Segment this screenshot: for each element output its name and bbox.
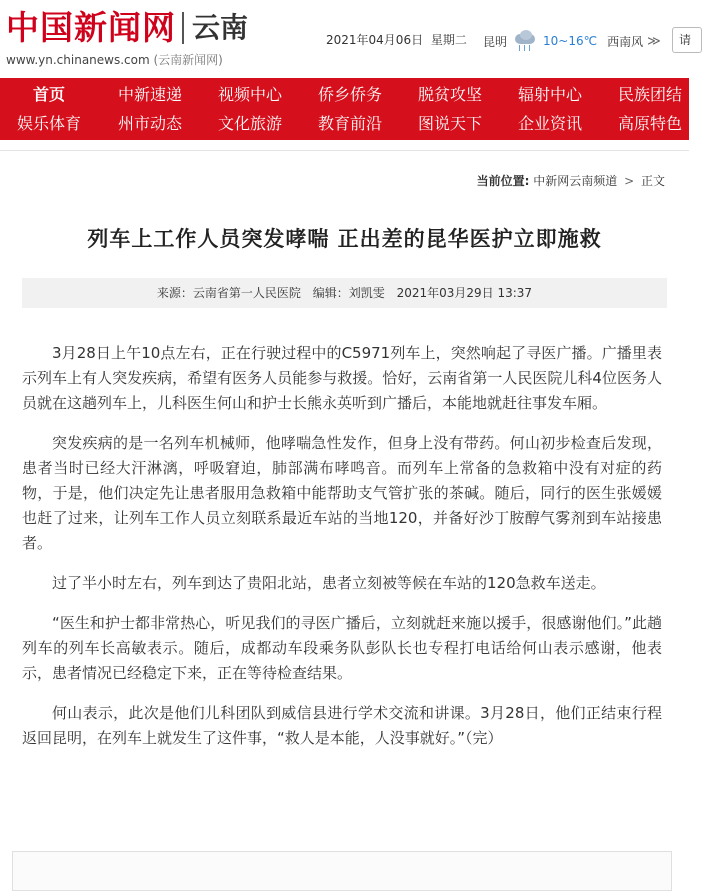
breadcrumb-separator: > bbox=[624, 174, 635, 188]
nav-item[interactable]: 教育前沿 bbox=[318, 114, 383, 133]
nav-item[interactable]: 民族团结 bbox=[618, 85, 683, 104]
current-weekday: 星期二 bbox=[430, 33, 467, 47]
site-url-text: www.yn.chinanews.com bbox=[6, 53, 150, 67]
article-meta bbox=[22, 278, 667, 308]
article-paragraph: 过了半小时左右，列车到达了贵阳北站，患者立刻被等候在车站的120急救车送走。 bbox=[52, 574, 606, 592]
logo-text: 中国新闻网 bbox=[6, 8, 176, 47]
nav-item[interactable]: 娱乐体育 bbox=[17, 114, 82, 133]
breadcrumb-link-channel[interactable]: 中新网云南频道 bbox=[533, 174, 618, 188]
nav-item[interactable]: 高原特色 bbox=[618, 114, 683, 133]
nav-item[interactable]: 视频中心 bbox=[218, 85, 283, 104]
current-date: 2021年04月06日 bbox=[326, 33, 424, 47]
nav-item[interactable]: 侨乡侨务 bbox=[318, 85, 383, 104]
nav-item[interactable]: 辐射中心 bbox=[518, 85, 583, 104]
nav-item[interactable]: 企业资讯 bbox=[518, 114, 583, 133]
nav-row-2 bbox=[0, 109, 689, 139]
article-container bbox=[0, 150, 689, 881]
nav-item[interactable]: 脱贫攻坚 bbox=[418, 85, 483, 104]
cloud-rain-icon bbox=[511, 30, 539, 52]
weather-wind: 西南风 bbox=[607, 34, 644, 49]
weather-city: 昆明 bbox=[483, 34, 508, 49]
site-header bbox=[0, 0, 692, 78]
article-datetime: 2021年03月29日 13:37 bbox=[396, 286, 533, 300]
breadcrumb-label: 当前位置: bbox=[476, 174, 530, 188]
article-paragraph: “医生和护士都非常热心，听见我们的寻医广播后，立刻就赶来施以援手，很感谢他们。”此趟列车的列车长高敏表示。随后，成都动车段乘务队彭队长也专程打电话给何山表示感谢，他表示，患者情况已经稳定下来，正在等待检查结果。 bbox=[22, 614, 662, 682]
weather-widget bbox=[483, 30, 661, 52]
article-paragraph: 3月28日上午10点左右，正在行驶过程中的C5971列车上，突然响起了寻医广播。广播里表示列车上有人突发疾病，希望有医务人员能参与救援。恰好，云南省第一人民医院儿科4位医务人员就在这趟列车上，儿科医生何山和护士长熊永英听到广播后，本能地就赶往事发车厢。 bbox=[22, 344, 662, 412]
nav-item[interactable]: 图说天下 bbox=[418, 114, 483, 133]
site-url[interactable] bbox=[6, 51, 223, 68]
nav-row-1 bbox=[0, 80, 689, 110]
nav-item[interactable]: 文化旅游 bbox=[218, 114, 283, 133]
date-info bbox=[326, 31, 471, 48]
article-title: 列车上工作人员突发哮喘 正出差的昆华医护立即施救 bbox=[87, 227, 602, 251]
weather-more-link[interactable]: ≫ bbox=[647, 33, 661, 49]
article-editor: 编辑：刘凯雯 bbox=[312, 286, 385, 300]
search-input[interactable]: 请 bbox=[672, 27, 702, 53]
site-name-text: (云南新闻网) bbox=[153, 53, 223, 67]
weather-temperature: 10~16℃ bbox=[543, 34, 598, 48]
nav-item[interactable]: 州市动态 bbox=[118, 114, 183, 133]
breadcrumb bbox=[477, 172, 665, 189]
logo-divider bbox=[182, 12, 184, 44]
article-source: 来源：云南省第一人民医院 bbox=[156, 286, 301, 300]
site-logo[interactable] bbox=[6, 8, 248, 48]
breadcrumb-current: 正文 bbox=[640, 174, 665, 188]
nav-item-home[interactable]: 首页 bbox=[33, 85, 66, 104]
region-name: 云南 bbox=[192, 11, 249, 44]
article-paragraph: 何山表示，此次是他们儿科团队到威信县进行学术交流和讲课。3月28日，他们正结束行程返回昆明，在列车上就发生了这件事，“救人是本能，人没事就好。”（完） bbox=[22, 704, 662, 747]
main-nav bbox=[0, 78, 689, 140]
nav-item[interactable]: 中新速递 bbox=[118, 85, 183, 104]
related-box bbox=[12, 851, 672, 891]
article-paragraph: 突发疾病的是一名列车机械师，他哮喘急性发作，但身上没有带药。何山初步检查后发现，患者当时已经大汗淋漓，呼吸窘迫，肺部满布哮鸣音。而列车上常备的急救箱中没有对症的药物，于是，他们决定先让患者服用急救箱中能帮助支气管扩张的茶碱。随后，同行的医生张媛媛也赶了过来，让列车工作人员立刻联系最近车站的当地120，并备好沙丁胺醇气雾剂到车站接患者。 bbox=[22, 434, 662, 552]
article-body bbox=[22, 341, 662, 766]
